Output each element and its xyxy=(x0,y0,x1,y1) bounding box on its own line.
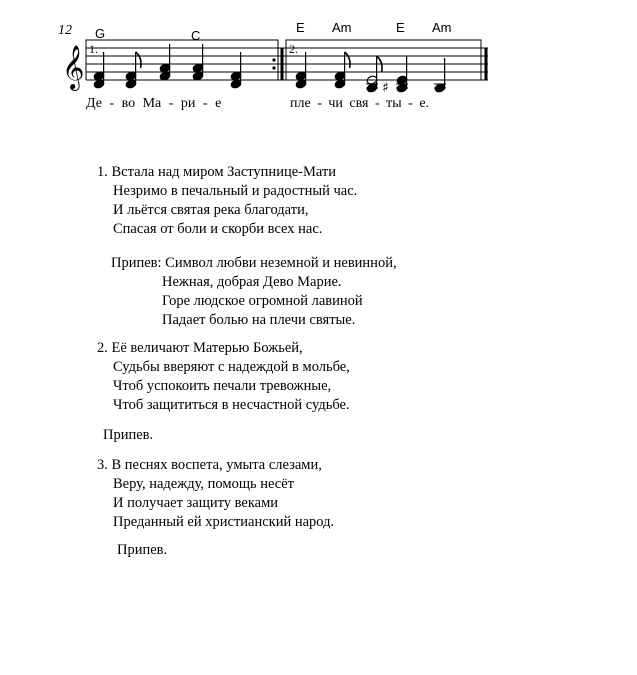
chord-symbol: G xyxy=(95,26,106,41)
verse-line: Преданный ей христианский народ. xyxy=(113,514,335,530)
verse-line: И льётся святая река благодати, xyxy=(113,202,309,218)
chord-symbol: Am xyxy=(332,20,352,35)
note-chord xyxy=(159,44,171,81)
note-chord xyxy=(230,52,242,89)
ending-2-label: 2. xyxy=(289,42,298,56)
chorus xyxy=(111,254,397,330)
staff-lyrics-right: пле - чи свя - ты - е. xyxy=(290,96,430,111)
chord-symbol: E xyxy=(396,20,405,35)
refrain-label: Припев. xyxy=(103,427,154,443)
note-chord xyxy=(334,52,350,89)
verse-3 xyxy=(97,456,334,532)
staff-lyrics-left: Де - во Ма - ри - е xyxy=(86,96,222,111)
verse-2 xyxy=(97,339,350,415)
verse-line: 2. Её величают Матерью Божьей, xyxy=(97,340,303,356)
verse-line: Чтоб успокоить печали тревожные, xyxy=(113,378,332,394)
verse-line: Незримо в печальный и радостный час. xyxy=(113,183,358,199)
note-chord xyxy=(382,56,408,96)
verse-line: И получает защиту веками xyxy=(113,495,279,511)
chord-symbol: E xyxy=(296,20,305,35)
notes xyxy=(93,44,446,96)
chorus-line: Падает болью на плечи святые. xyxy=(162,312,356,328)
verse-line: 1. Встала над миром Заступнице-Мати xyxy=(97,164,337,180)
chorus-first-line: Припев: Символ любви неземной и невинной, xyxy=(111,255,397,271)
note xyxy=(434,58,446,93)
refrain-label: Припев. xyxy=(117,542,168,558)
note-chord xyxy=(295,52,307,89)
verse-line: Судьбы вверяют с надеждой в мольбе, xyxy=(113,359,350,375)
measure-number: 12 xyxy=(58,23,72,38)
chorus-line: Нежная, добрая Дево Марие. xyxy=(162,274,342,290)
chord-symbol: Am xyxy=(432,20,452,35)
note-chord xyxy=(125,52,141,89)
verse-line: 3. В песнях воспета, умыта слезами, xyxy=(97,457,322,473)
verse-line: Спасая от боли и скорби всех нас. xyxy=(113,221,323,237)
staff-lines xyxy=(86,48,488,80)
note-chord xyxy=(93,52,105,89)
chorus-line: Горе людское огромной лавиной xyxy=(162,293,363,309)
note-chord xyxy=(192,44,204,81)
treble-clef-icon: 𝄞 xyxy=(62,45,85,89)
verse-line: Чтоб защититься в несчастной судьбе. xyxy=(113,397,350,413)
note-chord xyxy=(366,56,382,93)
ending-1-label: 1. xyxy=(89,42,98,56)
svg-text:♯: ♯ xyxy=(382,80,389,96)
chord-symbol: C xyxy=(191,28,201,43)
verse-line: Веру, надежду, помощь несёт xyxy=(113,476,294,492)
verse-1 xyxy=(97,163,357,239)
